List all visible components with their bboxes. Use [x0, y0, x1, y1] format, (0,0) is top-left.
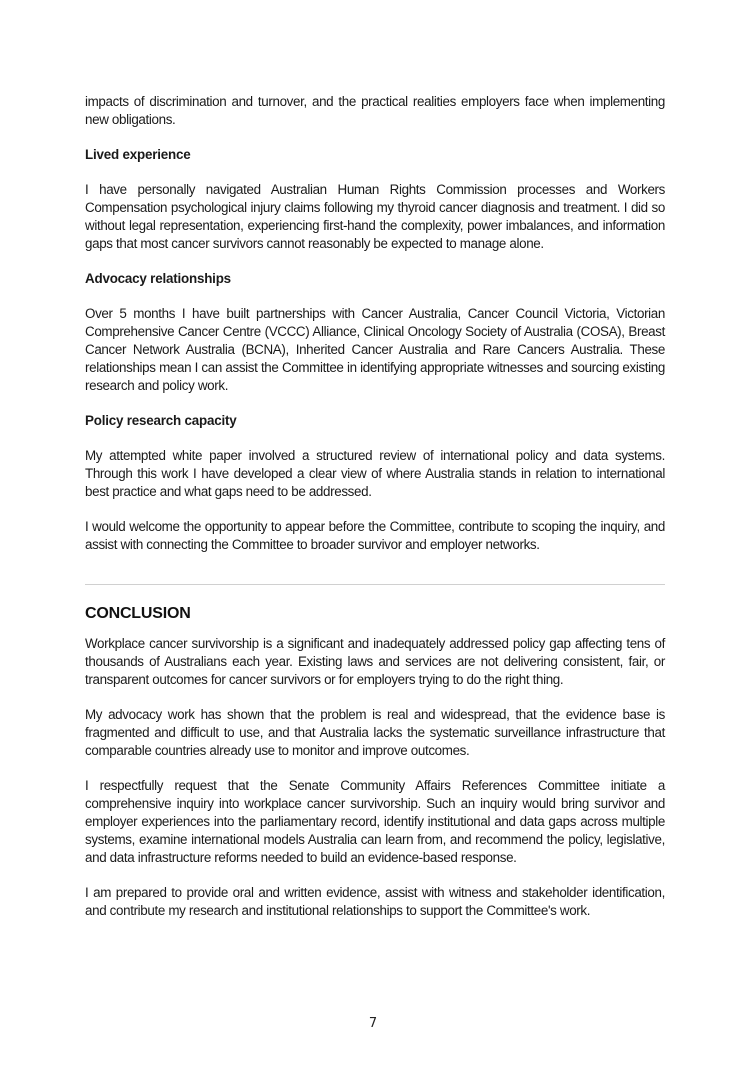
document-page	[85, 93, 665, 920]
subheading-advocacy-relationships: Advocacy relationships	[85, 271, 231, 286]
conclusion-paragraph-4: I am prepared to provide oral and written evidence, assist with witness and stakeholder identification, and contribute my research and institutional relationships to support the Committee's work.	[85, 885, 665, 918]
lived-experience-paragraph: I have personally navigated Australian Human Rights Commission processes and Workers Compensation psychological injury claims following my thyroid cancer diagnosis and treatment. I did so without legal representation, experiencing first-hand the complexity, power imbalances, and information gaps that most cancer survivors cannot reasonably be expected to manage alone.	[85, 182, 665, 251]
conclusion-paragraph-2: My advocacy work has shown that the problem is real and widespread, that the evidence base is fragmented and difficult to use, and that Australia lacks the systematic surveillance infrastructure that comparable countries already use to monitor and improve outcomes.	[85, 707, 665, 758]
intro-continuation-paragraph: impacts of discrimination and turnover, and the practical realities employers face when implementing new obligations.	[85, 94, 665, 127]
committee-appearance-paragraph: I would welcome the opportunity to appear before the Committee, contribute to scoping the inquiry, and assist with connecting the Committee to broader survivor and employer networks.	[85, 519, 665, 552]
page-number: 7	[368, 1016, 378, 1031]
subheading-policy-research-capacity: Policy research capacity	[85, 413, 237, 428]
advocacy-relationships-paragraph: Over 5 months I have built partnerships with Cancer Australia, Cancer Council Victoria, Victorian Comprehensive Cancer Centre (VCCC) Alliance, Clinical Oncology Society of Australia (COSA), Breast Cancer Network Australia (BCNA), Inherited Cancer Australia and Rare Cancers Australia. These relationships mean I can assist the Committee in identifying appropriate witnesses and sourcing existing research and policy work.	[85, 306, 665, 393]
policy-research-paragraph: My attempted white paper involved a structured review of international policy and data systems. Through this work I have developed a clear view of where Australia stands in relation to international best practice and what gaps need to be addressed.	[85, 448, 665, 499]
conclusion-paragraph-3: I respectfully request that the Senate Community Affairs References Committee initiate a comprehensive inquiry into workplace cancer survivorship. Such an inquiry would bring survivor and employer experiences into the parliamentary record, identify institutional and data gaps across multiple systems, examine international models Australia can learn from, and recommend the policy, legislative, and data infrastructure reforms needed to build an evidence-based response.	[85, 778, 665, 865]
conclusion-title: CONCLUSION	[85, 605, 191, 622]
subheading-lived-experience: Lived experience	[85, 147, 191, 162]
conclusion-paragraph-1: Workplace cancer survivorship is a significant and inadequately addressed policy gap affecting tens of thousands of Australians each year. Existing laws and services are not delivering consistent, fair, or transparent outcomes for cancer survivors or for employers trying to do the right thing.	[85, 636, 665, 687]
